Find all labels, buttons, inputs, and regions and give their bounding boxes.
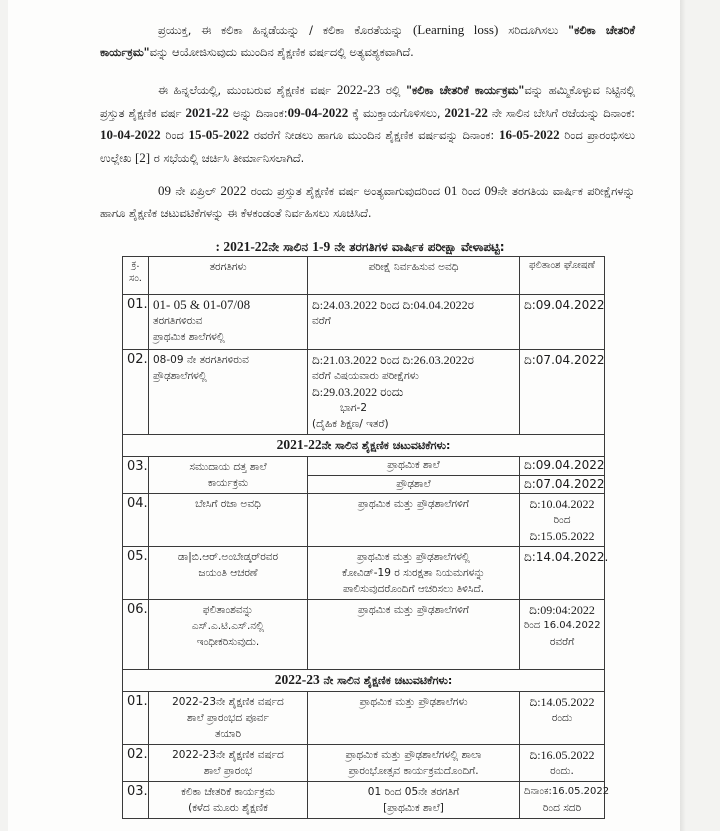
year: 2022-23	[274, 672, 320, 687]
text: ಶಾಲೆ ಪ್ರಾರಂಭದ ಪೂರ್ವ	[187, 712, 269, 724]
text: ವನ್ನು ಹಮ್ಮಿಕೊಳ್ಳುವ ನಿಟ್ಟಿನಲ್ಲಿ ಪ್ರಸ್ತುತ ಶೈಕ್ಷಣಿಕ ವರ್ಷ	[100, 83, 635, 120]
header-period: ಪರೀಕ್ಷೆ ನಿರ್ವಹಿಸುವ ಅವಧಿ	[308, 257, 520, 295]
program-name-bold: "ಕಲಿಕಾ ಚೇತರಿಕೆ ಕಾರ್ಯಕ್ರಮ"	[406, 83, 525, 97]
text: ದಿ:10.04.2022	[529, 497, 595, 511]
text: ಪ್ರಾಥಮಿಕ ಮತ್ತು ಪ್ರೌಢಶಾಲೆಗಳಲ್ಲಿ ಶಾಲಾ	[345, 749, 482, 761]
year: 2021-22	[185, 104, 229, 120]
row-number: 01.	[123, 295, 149, 350]
text: ದಿ:21.03.2022 ರಿಂದ ದಿ:26.03.2022ರ	[312, 353, 474, 367]
text: ಸರಿದೂಗಿಸಲು	[498, 23, 559, 37]
table-row	[123, 457, 605, 476]
date: 16-05-2022	[498, 127, 560, 142]
result-date: ದಿ:07.04.2022	[520, 350, 605, 435]
activity-cell	[149, 745, 308, 782]
text: ರ ಸಭೆಯಲ್ಲಿ ಚರ್ಚಿಸಿ ತೀರ್ಮಾನಿಸಲಾಗಿದೆ.	[150, 150, 305, 165]
table-header-row	[123, 257, 605, 295]
text: ದಿ:15.05.2022	[529, 529, 595, 543]
text: ರಿಂದ 16.04.2022	[524, 620, 601, 631]
page-edge-shadow	[680, 0, 686, 831]
section-header-2021-22	[123, 435, 605, 457]
date: 15-05-2022	[188, 127, 250, 142]
date-cell: ದಿ:14.04.2022.	[520, 547, 605, 600]
activity-cell: ಬೇಸಿಗೆ ರಜಾ ಅವಧಿ	[149, 494, 308, 547]
text: ರವರೆಗೆ ನೀಡಲು ಹಾಗೂ ಮುಂದಿನ ಶೈಕ್ಷಣಿಕ ವರ್ಷವನ್ನು ದಿನಾಂಕ:	[249, 128, 499, 142]
table-row	[123, 547, 605, 600]
text: ಜಯಂತಿ ಆಚರಣೆ	[198, 567, 258, 579]
date-cell	[520, 494, 605, 547]
text: ಪಾಲಿಸುವುದರೊಂದಿಗೆ ಆಚರಿಸಲು ತಿಳಿಸಿದೆ.	[342, 583, 485, 595]
activity-cell	[149, 457, 308, 494]
text-latin: (Learning loss)	[412, 22, 499, 37]
text: ನೇ ಸಾಲಿನ ಶೈಕ್ಷಣಿಕ ಚಟುವಟಿಕೆಗಳು:	[319, 674, 453, 687]
table-row	[123, 494, 605, 547]
activity-cell	[149, 600, 308, 670]
text: ಕಾರ್ಯಕ್ರಮ	[207, 477, 249, 489]
table-row	[123, 295, 605, 350]
section-title	[123, 670, 605, 692]
text: ಕೋವಿಡ್-19 ರ ಸುರಕ್ಷತಾ ನಿಯಮಗಳನ್ನು	[342, 567, 485, 579]
text: ಫಲಿತಾಂಶವನ್ನು	[202, 604, 254, 616]
scope-cell: ಪ್ರಾಥಮಿಕ ಮತ್ತು ಪ್ರೌಢಶಾಲೆಗಳಿಗೆ	[308, 494, 520, 547]
text: ರಿಂದ	[160, 128, 189, 142]
text: ಡಾ|ಬಿ.ಆರ್.ಅಂಬೇಡ್ಕರ್‌ರವರ	[177, 551, 279, 563]
activity-cell	[149, 692, 308, 745]
text: ದಿ:24.03.2022 ರಿಂದ ದಿ:04.04.2022ರ	[312, 298, 474, 312]
year: 2021-22	[444, 104, 488, 120]
text: ನೇ ಸಾಲಿನ ಶೈಕ್ಷಣಿಕ ಚಟುವಟಿಕೆಗಳು:	[321, 439, 451, 452]
paragraph-learning-loss	[100, 19, 635, 63]
text: :	[215, 239, 224, 254]
row-number: 01.	[123, 692, 149, 745]
date: 09-04-2022	[287, 104, 349, 120]
reference: [2]	[134, 149, 151, 165]
text: ರಿಂದ ಪ್ರಾರಂಭಿಸಲು ಉಲ್ಲೇಖ	[100, 128, 635, 165]
text: ರಿಂದ ಸದರಿ	[542, 802, 582, 814]
date-cell	[520, 745, 605, 782]
row-number: 06.	[123, 600, 149, 670]
text: ತರಗತಿಗಳಿರುವ	[153, 315, 203, 327]
text: ಈ ಹಿನ್ನಲೆಯಲ್ಲಿ, ಮುಂಬರುವ ಶೈಕ್ಷಣಿಕ ವರ್ಷ	[158, 83, 337, 97]
scope-cell	[308, 782, 520, 819]
period-cell	[308, 295, 520, 350]
table-title	[100, 239, 620, 255]
text: ನೇ ಸಾಲಿನ	[268, 240, 313, 254]
text: ರಿಂದ	[553, 514, 571, 526]
text: ಶಾಲೆ ಪ್ರಾರಂಭ	[203, 765, 253, 777]
classes-cell	[149, 350, 308, 435]
text: ದಿ:09:04:2022	[529, 603, 595, 617]
header-classes: ತರಗತಿಗಳು	[149, 257, 308, 295]
text: ಪ್ರಯುಕ್ತ, ಈ ಕಲಿಕಾ ಹಿನ್ನಡೆಯನ್ನು / ಕಲಿಕಾ ಕೊರತೆಯನ್ನು	[158, 23, 413, 37]
table-row	[123, 600, 605, 670]
date-cell	[520, 600, 605, 670]
activity-cell	[149, 782, 308, 819]
text: ವರೆಗೆ	[312, 315, 331, 327]
result-date: ದಿ:09.04.2022	[520, 295, 605, 350]
text: 2022-23ನೇ ಶೈಕ್ಷಣಿಕ ವರ್ಷದ	[172, 696, 284, 708]
text: [ಪ್ರಾಥಮಿಕ ಶಾಲೆ]	[383, 802, 444, 814]
text: ರಂದು	[551, 712, 573, 724]
text: ನೇ ತರಗತಿಯ ವಾರ್ಷಿಕ ಪರೀಕ್ಷೆಗಳನ್ನು ಹಾಗೂ ಶೈಕ್ಷಣಿಕ ಚಟುವಟಿಕೆಗಳನ್ನು ಈ ಕೆಳಕಂಡಂತೆ ನಿರ್ವಹಿಸಲು ಸೂಚಿಸಿದೆ.	[100, 184, 635, 220]
text: ರವರೆಗೆ	[549, 636, 575, 648]
row-number: 04.	[123, 494, 149, 547]
section-title	[123, 435, 605, 457]
year: 2021-22	[276, 437, 322, 452]
number: 01	[444, 183, 458, 198]
scope-cell	[308, 547, 520, 600]
text: (ದೈಹಿಕ ಶಿಕ್ಷಣ/ ಇತರೆ)	[312, 418, 389, 430]
text: ಅನ್ನು ದಿನಾಂಕ:	[228, 105, 288, 120]
text: ಎಸ್.ಎ.ಟಿ.ಎಸ್.ನಲ್ಲಿ	[191, 620, 265, 632]
text: 01- 05 & 01-07/08	[153, 297, 251, 312]
number: 09	[484, 183, 498, 198]
text: ಪ್ರಾಥಮಿಕ ಮತ್ತು ಪ್ರೌಢಶಾಲೆಗಳಲ್ಲಿ	[357, 551, 470, 563]
table-row	[123, 782, 605, 819]
text: ರಿಂದ	[457, 184, 485, 198]
section-header-2022-23	[123, 670, 605, 692]
text: ದಿ:14.05.2022	[529, 695, 595, 709]
classes-cell	[149, 295, 308, 350]
activity-cell	[149, 547, 308, 600]
text: ತಯಾರಿ	[214, 728, 242, 740]
scope-cell	[308, 745, 520, 782]
text: 2022-23ನೇ ಶೈಕ್ಷಣಿಕ ವರ್ಷದ	[172, 749, 284, 761]
year: 2022-23	[336, 82, 381, 97]
date-cell	[520, 782, 610, 819]
text: ಕ್ಕೆ ಮುಕ್ತಾಯಗೊಳಿಸಲು,	[348, 105, 445, 120]
header-sl-no: ಕ್ರ. ಸಂ.	[123, 257, 149, 295]
paragraph-decision	[100, 79, 635, 169]
text: ವನ್ನು ಆಯೋಜಿಸುವುದು ಮುಂದಿನ ಶೈಕ್ಷಣಿಕ ವರ್ಷದಲ್ಲಿ ಅತ್ಯವಶ್ಯಕವಾಗಿದೆ.	[149, 44, 414, 59]
text: ದಿನಾಂಕ:16.05.2022	[524, 786, 610, 797]
text: 01 ರಿಂದ 05ನೇ ತರಗತಿಗೆ	[367, 786, 460, 798]
text: ಕಲಿಕಾ ಚೇತರಿಕೆ ಕಾರ್ಯಕ್ರಮ	[181, 786, 275, 798]
text: ವರೆಗೆ ವಿಷಯವಾರು ಪರೀಕ್ಷೆಗಳು	[312, 370, 419, 382]
text: ಇಂಧೀಕರಿಸುವುದು.	[196, 636, 260, 648]
table-row	[123, 692, 605, 745]
year: 2021-22	[223, 239, 269, 254]
row-number: 02.	[123, 745, 149, 782]
text: ಪ್ರಾಥಮಿಕ ಶಾಲೆಗಳಲ್ಲಿ	[153, 331, 225, 343]
text: ನೇ ತರಗತಿಗಳ ವಾರ್ಷಿಕ ಪರೀಕ್ಷಾ ವೇಳಾಪಟ್ಟಿ:	[330, 240, 505, 254]
scope-cell: ಪ್ರಾಥಮಿಕ ಶಾಲೆ	[308, 457, 520, 476]
range: 1-9	[312, 239, 331, 254]
text: 08-09 ನೇ ತರಗತಿಗಳಿರುವ	[153, 354, 249, 366]
row-number: 05.	[123, 547, 149, 600]
period-cell	[308, 350, 520, 435]
scope-cell: ಪ್ರಾಥಮಿಕ ಮತ್ತು ಪ್ರೌಢಶಾಲೆಗಳು	[308, 692, 520, 745]
row-number: 02.	[123, 350, 149, 435]
text: ಪ್ರಾರಂಭೋತ್ಸವ ಕಾರ್ಯಕ್ರಮದೊಂದಿಗೆ.	[348, 765, 479, 777]
text: ನೇ ಏಪ್ರಿಲ್	[171, 184, 221, 198]
row-number: 03.	[123, 457, 149, 494]
text: ರಂದು.	[550, 765, 574, 777]
text: ದಿ:16.05.2022	[529, 748, 595, 762]
paragraph-instructions	[100, 180, 635, 224]
program-name-bold: "ಕಲಿಕಾ ಚೇತರಿಕೆ ಕಾರ್ಯಕ್ರಮ"	[100, 23, 636, 59]
text: (ಕಳೆದ ಮೂರು ಶೈಕ್ಷಣಿಕ	[188, 802, 268, 814]
exam-schedule-table	[122, 256, 610, 819]
date: 10-04-2022	[100, 127, 161, 142]
text: ಸಮುದಾಯ ದತ್ತ ಶಾಲೆ	[189, 461, 267, 473]
date-cell: ದಿ:07.04.2022	[520, 475, 605, 494]
text: ಭಾಗ-2	[340, 402, 368, 414]
date-cell	[520, 692, 605, 745]
text: ರಂದು ಪ್ರಸ್ತುತ ಶೈಕ್ಷಣಿಕ ವರ್ಷ ಅಂತ್ಯವಾಗುವುದರಿಂದ	[246, 184, 445, 198]
year: 2022	[220, 183, 247, 198]
table-row	[123, 350, 605, 435]
date-cell: ದಿ:09.04.2022	[520, 457, 605, 476]
header-result: ಫಲಿತಾಂಶ ಘೋಷಣೆ	[520, 257, 605, 295]
row-number: 03.	[123, 782, 149, 819]
text: ಪ್ರೌಢಶಾಲೆಗಳಲ್ಲಿ	[153, 370, 207, 382]
table-row	[123, 745, 605, 782]
scope-cell: ಪ್ರಾಥಮಿಕ ಮತ್ತು ಪ್ರೌಢಶಾಲೆಗಳಿಗೆ	[308, 600, 520, 670]
scope-cell: ಪ್ರೌಢಶಾಲೆ	[308, 475, 520, 494]
text: ದಿ:29.03.2022 ರಂದು	[312, 385, 404, 399]
text: ನೇ ಸಾಲಿನ ಬೇಸಿಗೆ ರಜೆಯನ್ನು ದಿನಾಂಕ:	[487, 105, 636, 120]
number: 09	[158, 183, 171, 198]
text: ರಲ್ಲಿ	[380, 83, 407, 97]
